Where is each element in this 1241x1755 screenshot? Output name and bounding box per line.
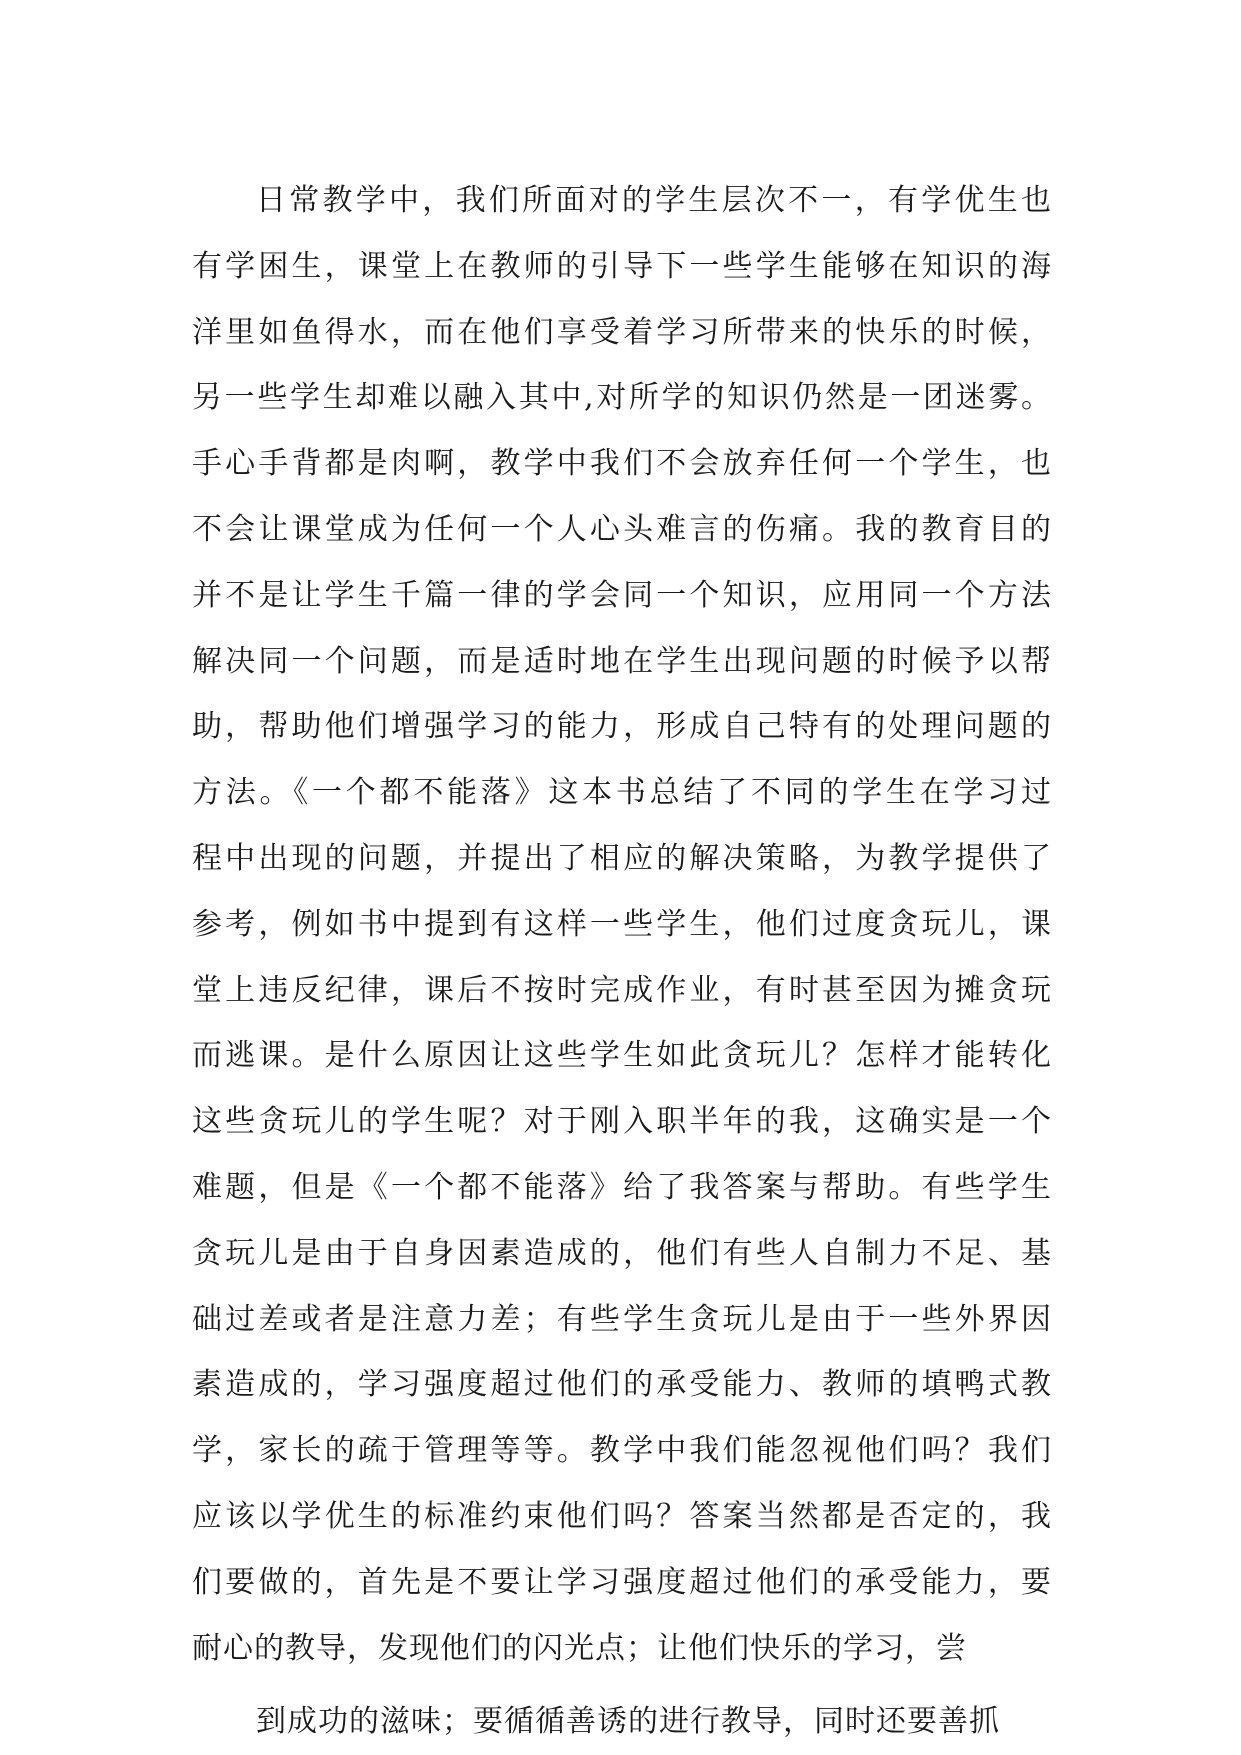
text-line: 难题，但是《一个都不能落》给了我答案与帮助。有些学生 bbox=[192, 1169, 1052, 1205]
text-line: 程中出现的问题，并提出了相应的解决策略，为教学提供了 bbox=[192, 840, 1052, 876]
text-line: 助，帮助他们增强学习的能力，形成自己特有的处理问题的 bbox=[192, 709, 1052, 745]
text-line: 础过差或者是注意力差；有些学生贪玩儿是由于一些外界因 bbox=[192, 1301, 1052, 1337]
text-line: 参考，例如书中提到有这样一些学生，他们过度贪玩儿，课 bbox=[192, 906, 1052, 942]
text-line: 洋里如鱼得水，而在他们享受着学习所带来的快乐的时候， bbox=[192, 314, 1052, 350]
text-line: 耐心的教导，发现他们的闪光点；让他们快乐的学习，尝 bbox=[192, 1630, 967, 1666]
text-line: 堂上违反纪律，课后不按时完成作业，有时甚至因为摊贪玩 bbox=[192, 972, 1052, 1008]
text-line: 素造成的，学习强度超过他们的承受能力、教师的填鸭式教 bbox=[192, 1367, 1052, 1403]
text-line: 有学困生，课堂上在教师的引导下一些学生能够在知识的海 bbox=[192, 248, 1052, 284]
text-line: 日常教学中，我们所面对的学生层次不一，有学优生也 bbox=[256, 183, 1052, 218]
text-line: 另一些学生却难以融入其中,对所学的知识仍然是一团迷雾。 bbox=[192, 380, 1052, 416]
text-line: 方法。《一个都不能落》这本书总结了不同的学生在学习过 bbox=[192, 775, 1052, 811]
text-line: 不会让课堂成为任何一个人心头难言的伤痛。我的教育目的 bbox=[192, 511, 1052, 547]
text-line: 解决同一个问题，而是适时地在学生出现问题的时候予以帮 bbox=[192, 643, 1052, 679]
text-line: 贪玩儿是由于自身因素造成的，他们有些人自制力不足、基 bbox=[192, 1235, 1052, 1271]
text-line: 这些贪玩儿的学生呢？对于刚入职半年的我，这确实是一个 bbox=[192, 1104, 1052, 1140]
text-line: 而逃课。是什么原因让这些学生如此贪玩儿？怎样才能转化 bbox=[192, 1038, 1052, 1074]
text-line: 到成功的滋味；要循循善诱的进行教导，同时还要善抓 bbox=[256, 1704, 1000, 1740]
text-line: 应该以学优生的标准约束他们吗？答案当然都是否定的，我 bbox=[192, 1498, 1052, 1534]
text-line: 并不是让学生千篇一律的学会同一个知识，应用同一个方法 bbox=[192, 577, 1052, 613]
text-line: 学，家长的疏于管理等等。教学中我们能忽视他们吗？我们 bbox=[192, 1433, 1052, 1469]
text-line: 手心手背都是肉啊，教学中我们不会放弃任何一个学生，也 bbox=[192, 446, 1052, 482]
body-text bbox=[192, 168, 1052, 1755]
text-line: 们要做的，首先是不要让学习强度超过他们的承受能力，要 bbox=[192, 1564, 1052, 1600]
